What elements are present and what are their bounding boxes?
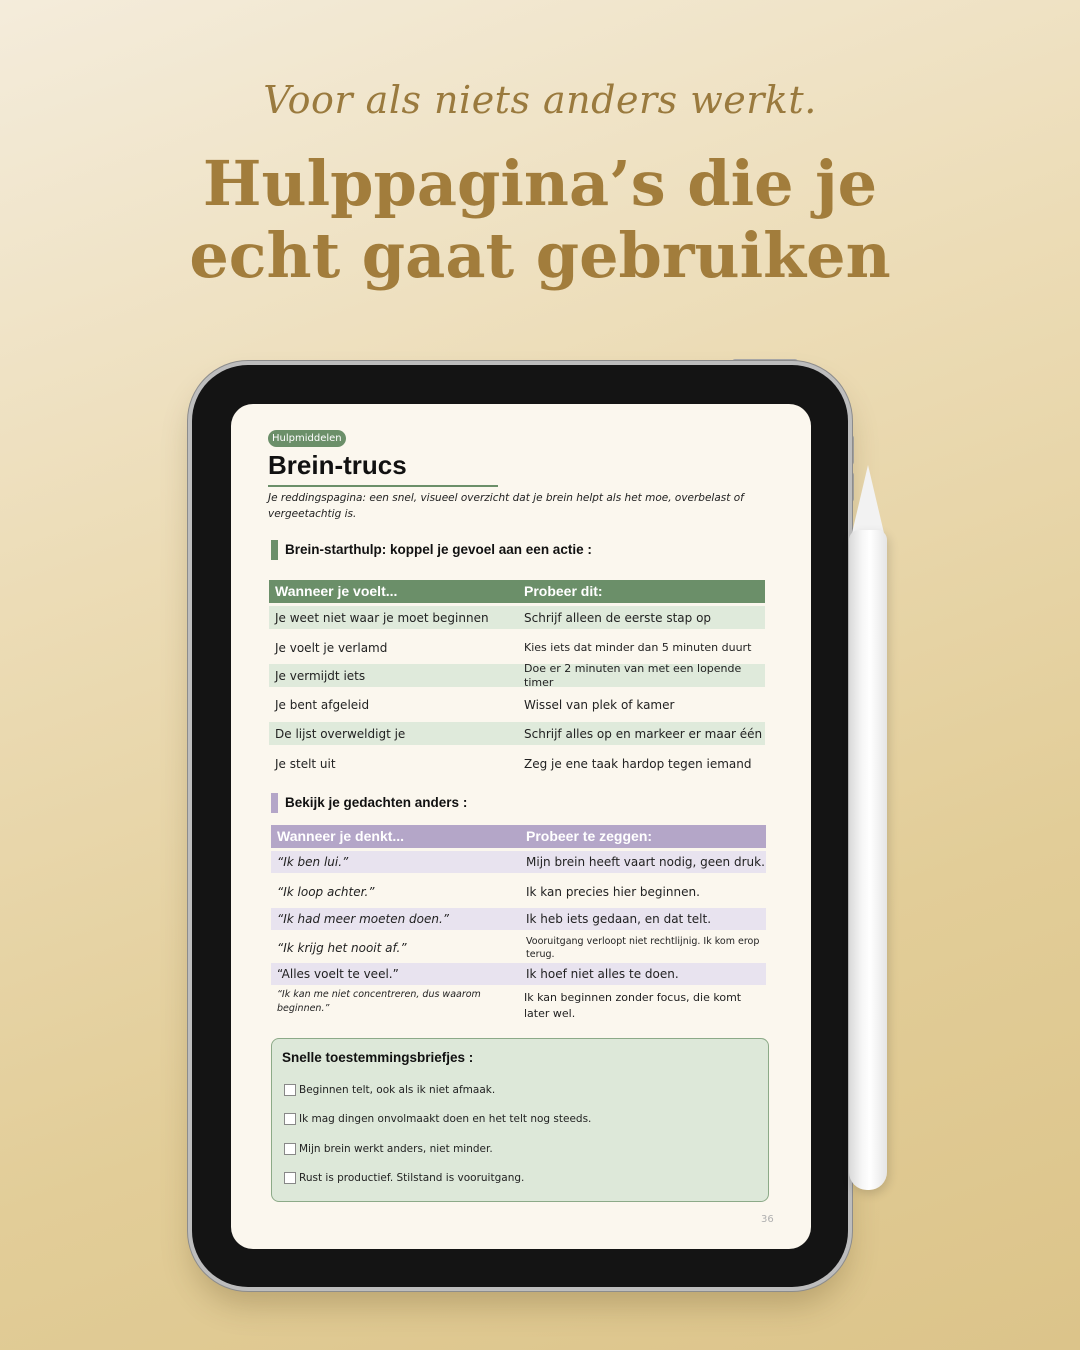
headline	[0, 148, 1080, 292]
permission-slips-title: Snelle toestemmingsbriefjes :	[282, 1050, 474, 1065]
table-cell: Kies iets dat minder dan 5 minuten duurt	[524, 640, 752, 654]
table-cell: Vooruitgang verloopt niet rechtlijnig. Ik kom erop terug.	[526, 936, 760, 960]
headline-line-1: Hulppagina’s die je	[202, 147, 878, 220]
stylus-pencil-icon	[849, 530, 887, 1190]
table-cell: Mijn brein heeft vaart nodig, geen druk.	[526, 855, 765, 869]
column-header: Probeer te zeggen:	[526, 828, 653, 844]
stylus-tip-icon	[852, 465, 884, 533]
headline-line-2: echt gaat gebruiken	[189, 219, 891, 292]
section-marker	[271, 793, 278, 813]
page-intro: Je reddingspagina: een snel, visueel overzicht dat je brein helpt als het moe, overbelast of vergeetachtig is.	[268, 492, 744, 520]
table-cell: “Ik ben lui.”	[277, 855, 349, 869]
checkbox-icon[interactable]	[284, 1084, 296, 1096]
column-header: Wanneer je denkt...	[277, 828, 405, 844]
page-number: 36	[761, 1214, 774, 1225]
checkbox-icon[interactable]	[284, 1143, 296, 1155]
table-cell: “Ik had meer moeten doen.”	[277, 912, 450, 926]
table-cell: Je weet niet waar je moet beginnen	[275, 610, 489, 625]
table-cell: Je vermijdt iets	[275, 668, 366, 683]
title-underline	[268, 485, 498, 487]
table-cell: Ik kan beginnen zonder focus, die komt later wel.	[524, 991, 742, 1020]
tablet-volume-up-button	[849, 435, 854, 465]
column-header: Wanneer je voelt...	[275, 583, 398, 599]
table-cell: “Ik kan me niet concentreren, dus waarom beginnen.”	[277, 989, 481, 1014]
table-cell: Ik hoef niet alles te doen.	[526, 967, 679, 981]
checkbox-icon[interactable]	[284, 1113, 296, 1125]
permission-item[interactable]	[284, 1112, 591, 1126]
feeling-action-table	[269, 580, 765, 775]
table-cell: De lijst overweldigt je	[275, 726, 406, 741]
table-cell: Ik kan precies hier beginnen.	[526, 885, 700, 899]
permission-item-label: Beginnen telt, ook als ik niet afmaak.	[299, 1084, 496, 1096]
permission-item[interactable]	[284, 1171, 524, 1185]
checkbox-icon[interactable]	[284, 1172, 296, 1184]
table-cell: Schrijf alles op en markeer er maar één	[524, 726, 763, 741]
page-title: Brein-trucs	[268, 450, 407, 480]
category-badge: Hulpmiddelen	[268, 430, 346, 447]
table-cell: Je bent afgeleid	[275, 697, 370, 712]
section-heading-brain-start	[271, 540, 592, 560]
table-cell: Doe er 2 minuten van met een lopende timer	[524, 661, 742, 689]
permission-item-label: Rust is productief. Stilstand is vooruitgang.	[299, 1172, 525, 1184]
section-heading-text: Bekijk je gedachten anders :	[285, 795, 468, 810]
table-cell: Je voelt je verlamd	[275, 640, 388, 655]
permission-item[interactable]	[284, 1083, 495, 1097]
table-cell: Ik heb iets gedaan, en dat telt.	[526, 912, 712, 926]
thoughts-reframe-table	[271, 825, 766, 1025]
section-heading-reframe-thoughts	[271, 793, 467, 813]
table-cell: Je stelt uit	[275, 756, 336, 771]
table-cell: Wissel van plek of kamer	[524, 697, 675, 712]
table-cell: “Ik loop achter.”	[277, 885, 375, 899]
table-cell: “Alles voelt te veel.”	[277, 967, 399, 981]
table-cell: “Ik krijg het nooit af.”	[277, 941, 407, 955]
tablet-screen	[231, 404, 811, 1249]
permission-slips-box	[271, 1038, 769, 1202]
section-marker	[271, 540, 278, 560]
table-cell: Zeg je ene taak hardop tegen iemand	[524, 756, 752, 771]
tagline: Voor als niets anders werkt.	[263, 78, 817, 122]
permission-item[interactable]	[284, 1142, 493, 1156]
permission-item-label: Mijn brein werkt anders, niet minder.	[299, 1143, 493, 1155]
permission-item-label: Ik mag dingen onvolmaakt doen en het telt nog steeds.	[299, 1113, 592, 1125]
column-header: Probeer dit:	[524, 583, 603, 599]
section-heading-text: Brein-starthulp: koppel je gevoel aan een actie :	[285, 542, 592, 557]
table-cell: Schrijf alleen de eerste stap op	[524, 610, 712, 625]
